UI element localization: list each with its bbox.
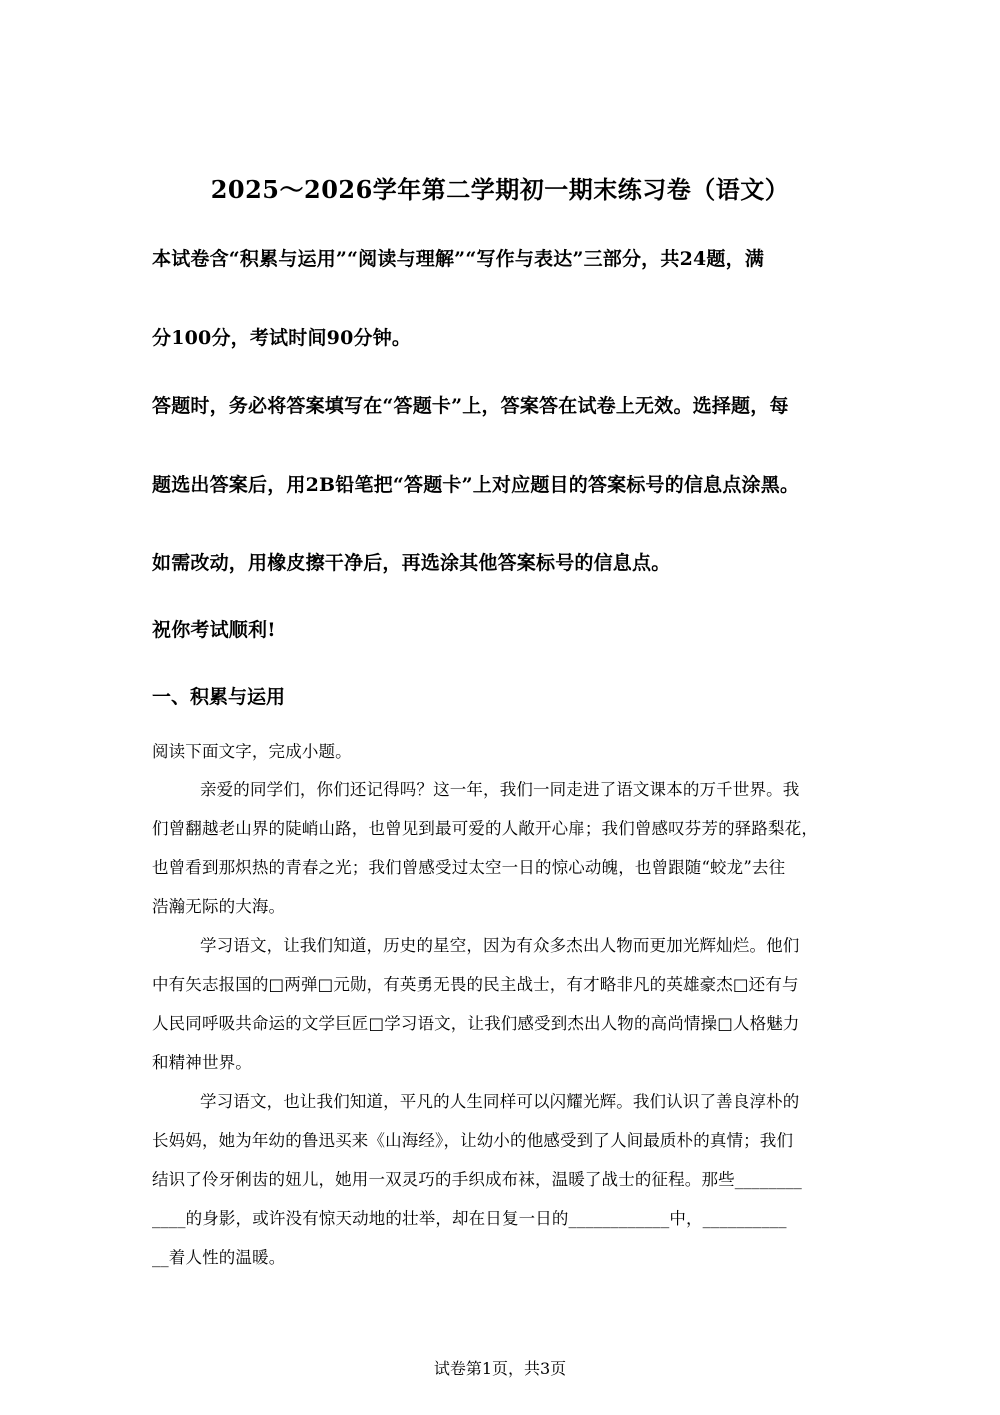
passage-line: 和精神世界。 [152, 1053, 252, 1072]
passage-line: 结识了伶牙俐齿的妞儿，她用一双灵巧的手织成布袜，温暖了战士的征程。那些________ [152, 1170, 802, 1189]
passage-line: ____的身影，或许没有惊天动地的壮举，却在日复一日的____________中，__________ [152, 1209, 787, 1228]
passage-line: 学习语文，让我们知道，历史的星空，因为有众多杰出人物而更加光辉灿烂。他们 [200, 936, 800, 955]
instruction-line: 本试卷含“积累与运用”“阅读与理解”“写作与表达”三部分，共24题，满 [152, 248, 765, 270]
passage-line: 亲爱的同学们，你们还记得吗？这一年，我们一同走进了语文课本的万千世界。我 [200, 780, 800, 799]
passage-line: __着人性的温暖。 [152, 1248, 286, 1267]
section-heading: 一、积累与运用 [152, 686, 286, 708]
page-footer: 试卷第1页，共3页 [433, 1359, 567, 1378]
instruction-line: 答题时，务必将答案填写在“答题卡”上，答案答在试卷上无效。选择题，每 [152, 395, 789, 417]
passage-line: 长妈妈，她为年幼的鲁迅买来《山海经》，让幼小的他感受到了人间最质朴的真情；我们 [152, 1131, 794, 1150]
passage-line: 也曾看到那炽热的青春之光；我们曾感受过太空一日的惊心动魄，也曾跟随“蛟龙”去往 [152, 858, 786, 877]
good-luck-line: 祝你考试顺利! [152, 619, 276, 641]
instruction-line: 题选出答案后，用2B铅笔把“答题卡”上对应题目的答案标号的信息点涂黑。 [152, 474, 800, 496]
passage-line: 学习语文，也让我们知道，平凡的人生同样可以闪耀光辉。我们认识了善良淳朴的 [200, 1092, 800, 1111]
passage-line: 们曾翻越老山界的陡峭山路，也曾见到最可爱的人敞开心扉；我们曾感叹芬芳的驿路梨花， [152, 819, 818, 838]
passage-line: 浩瀚无际的大海。 [152, 897, 286, 916]
reading-prompt: 阅读下面文字，完成小题。 [152, 742, 352, 761]
instruction-line: 分100分，考试时间90分钟。 [152, 327, 412, 349]
instruction-line: 如需改动，用橡皮擦干净后，再选涂其他答案标号的信息点。 [152, 552, 671, 574]
passage-line: 人民同呼吸共命运的文学巨匠□学习语文，让我们感受到杰出人物的高尚情操□人格魅力 [152, 1014, 800, 1033]
passage-line: 中有矢志报国的□两弹□元勋，有英勇无畏的民主战士，有才略非凡的英雄豪杰□还有与 [152, 975, 799, 994]
exam-title: 2025～2026学年第二学期初一期末练习卷（语文） [210, 175, 790, 204]
